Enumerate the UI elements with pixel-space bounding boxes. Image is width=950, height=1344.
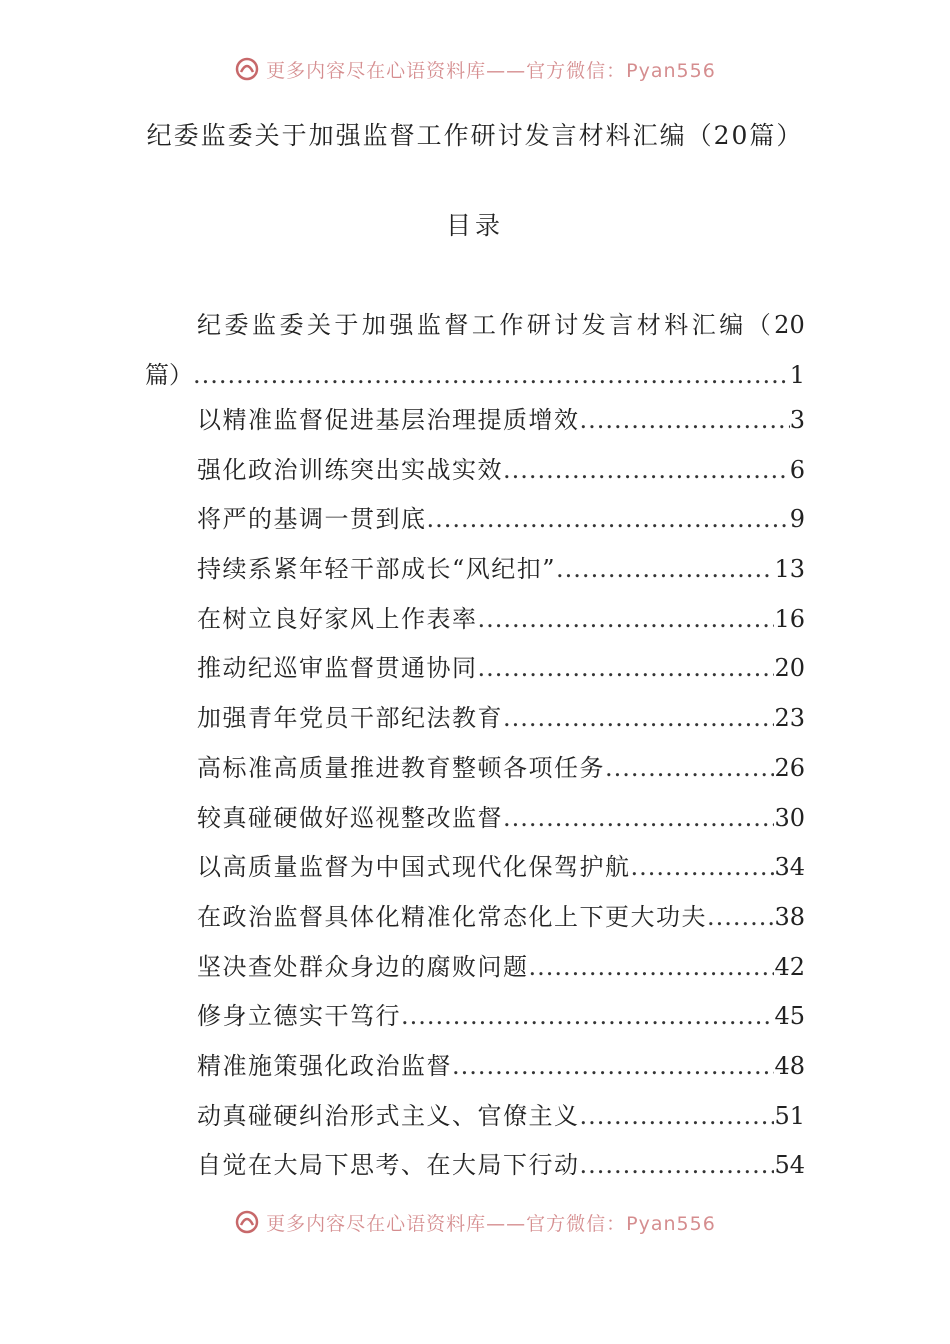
char: 发 [581, 311, 606, 339]
watermark-top [0, 52, 950, 86]
char: 加 [361, 311, 386, 339]
toc-entry[interactable] [197, 1141, 805, 1191]
toc-page-number: 1 [789, 361, 805, 389]
toc-entry[interactable] [197, 794, 805, 844]
toc-leader-dots [580, 1141, 775, 1191]
toc-entry-title: 在树立良好家风上作表率 [197, 604, 478, 633]
toc-entry-title: 坚决查处群众身边的腐败问题 [197, 952, 529, 981]
toc-entry-first-line2 [145, 350, 805, 400]
toc-leader-dots [452, 1042, 774, 1092]
char: 讨 [554, 311, 579, 339]
toc-page-number: 48 [774, 1051, 805, 1080]
toc-page-number: 34 [774, 853, 805, 882]
toc-entry-first[interactable] [145, 300, 805, 400]
toc-leader-dots [478, 644, 775, 694]
char: 工 [471, 311, 496, 339]
toc-entry[interactable] [197, 495, 805, 545]
char: 监 [251, 311, 276, 339]
toc-page-number: 51 [774, 1101, 805, 1130]
toc-page-number: 20 [774, 654, 805, 683]
toc-page-number: 42 [774, 952, 805, 981]
char: 料 [664, 311, 689, 339]
toc-leader-dots [503, 794, 774, 844]
toc-leader-dots [556, 545, 774, 595]
toc-entry-title: 推动纪巡审监督贯通协同 [197, 654, 478, 683]
toc-entry-first-line1 [145, 300, 805, 350]
toc-page-number: 26 [774, 753, 805, 782]
toc-entry-title: 篇） [145, 361, 193, 389]
toc-page-number: 3 [789, 406, 805, 434]
toc-entry-title: 高标准高质量推进教育整顿各项任务 [197, 753, 605, 782]
char: 监 [416, 311, 441, 339]
toc-leader-dots [529, 943, 775, 993]
toc-page-number: 16 [774, 604, 805, 633]
toc-leader-dots [580, 396, 790, 446]
toc-entry[interactable] [197, 545, 805, 595]
toc-leader-dots [605, 744, 774, 794]
toc-leader-dots [503, 694, 774, 744]
toc-entry[interactable] [197, 595, 805, 645]
char: 强 [389, 311, 414, 339]
toc-leader-dots [503, 446, 790, 496]
toc-page-number: 6 [789, 455, 805, 484]
char: 纪 [197, 311, 221, 339]
toc-leader-dots [707, 893, 774, 943]
toc-entry-title: 加强青年党员干部纪法教育 [197, 704, 503, 733]
char: 材 [636, 311, 661, 339]
char: 研 [526, 311, 551, 339]
char: 关 [306, 311, 331, 339]
toc-page-number: 9 [789, 505, 805, 534]
document-title: 纪委监委关于加强监督工作研讨发言材料汇编（20篇） [146, 121, 804, 150]
char: （ [746, 311, 771, 339]
toc-leader-dots [478, 595, 775, 645]
toc-entry[interactable] [197, 744, 805, 794]
toc-heading: 目录 [445, 211, 504, 240]
toc-entry-title: 以高质量监督为中国式现代化保驾护航 [197, 853, 631, 882]
toc-entry-title: 强化政治训练突出实战实效 [197, 455, 503, 484]
toc-entry-title: 动真碰硬纠治形式主义、官僚主义 [197, 1101, 580, 1130]
toc-entry[interactable] [197, 1042, 805, 1092]
watermark-logo-icon [234, 56, 260, 82]
toc-page-number: 13 [774, 555, 805, 584]
char: 委 [279, 311, 304, 339]
toc-entry[interactable] [197, 694, 805, 744]
toc-list [197, 396, 805, 1191]
char: 言 [609, 311, 634, 339]
char: 于 [334, 311, 359, 339]
toc-page-number: 23 [774, 704, 805, 733]
watermark-text: 更多内容尽在心语资料库——官方微信：Pyan556 [266, 1212, 716, 1235]
toc-page-number: 54 [774, 1151, 805, 1180]
toc-entry-title: 修身立德实干笃行 [197, 1002, 401, 1031]
toc-entry-title: 精准施策强化政治监督 [197, 1051, 452, 1080]
toc-leader-dots [193, 350, 790, 400]
watermark-text: 更多内容尽在心语资料库——官方微信：Pyan556 [266, 59, 716, 82]
toc-page-number: 45 [774, 1002, 805, 1031]
toc-entry-title: 以精准监督促进基层治理提质增效 [197, 406, 580, 434]
toc-page-number: 30 [774, 803, 805, 832]
toc-entry[interactable] [197, 644, 805, 694]
toc-entry[interactable] [197, 446, 805, 496]
toc-entry[interactable] [197, 843, 805, 893]
char: 编 [719, 311, 744, 339]
toc-page-number: 38 [774, 902, 805, 931]
toc-entry-title: 在政治监督具体化精准化常态化上下更大功夫 [197, 902, 707, 931]
toc-entry-title: 将严的基调一贯到底 [197, 505, 427, 534]
char: 作 [499, 311, 524, 339]
toc-entry[interactable] [197, 1092, 805, 1142]
toc-entry[interactable] [197, 943, 805, 993]
toc-leader-dots [580, 1092, 775, 1142]
toc-entry-title: 自觉在大局下思考、在大局下行动 [197, 1151, 580, 1180]
toc-entry[interactable] [197, 992, 805, 1042]
toc-entry[interactable] [197, 396, 805, 446]
toc-entry-title: 较真碰硬做好巡视整改监督 [197, 803, 503, 832]
char: 20 [774, 311, 805, 339]
watermark-logo-icon [234, 1209, 260, 1235]
toc-leader-dots [401, 992, 774, 1042]
toc-entry[interactable] [197, 893, 805, 943]
toc-leader-dots [427, 495, 790, 545]
watermark-bottom [0, 1205, 950, 1239]
char: 汇 [691, 311, 716, 339]
char: 督 [444, 311, 469, 339]
toc-leader-dots [631, 843, 775, 893]
char: 委 [224, 311, 249, 339]
toc-entry-title: 持续系紧年轻干部成长“风纪扣” [197, 555, 557, 584]
